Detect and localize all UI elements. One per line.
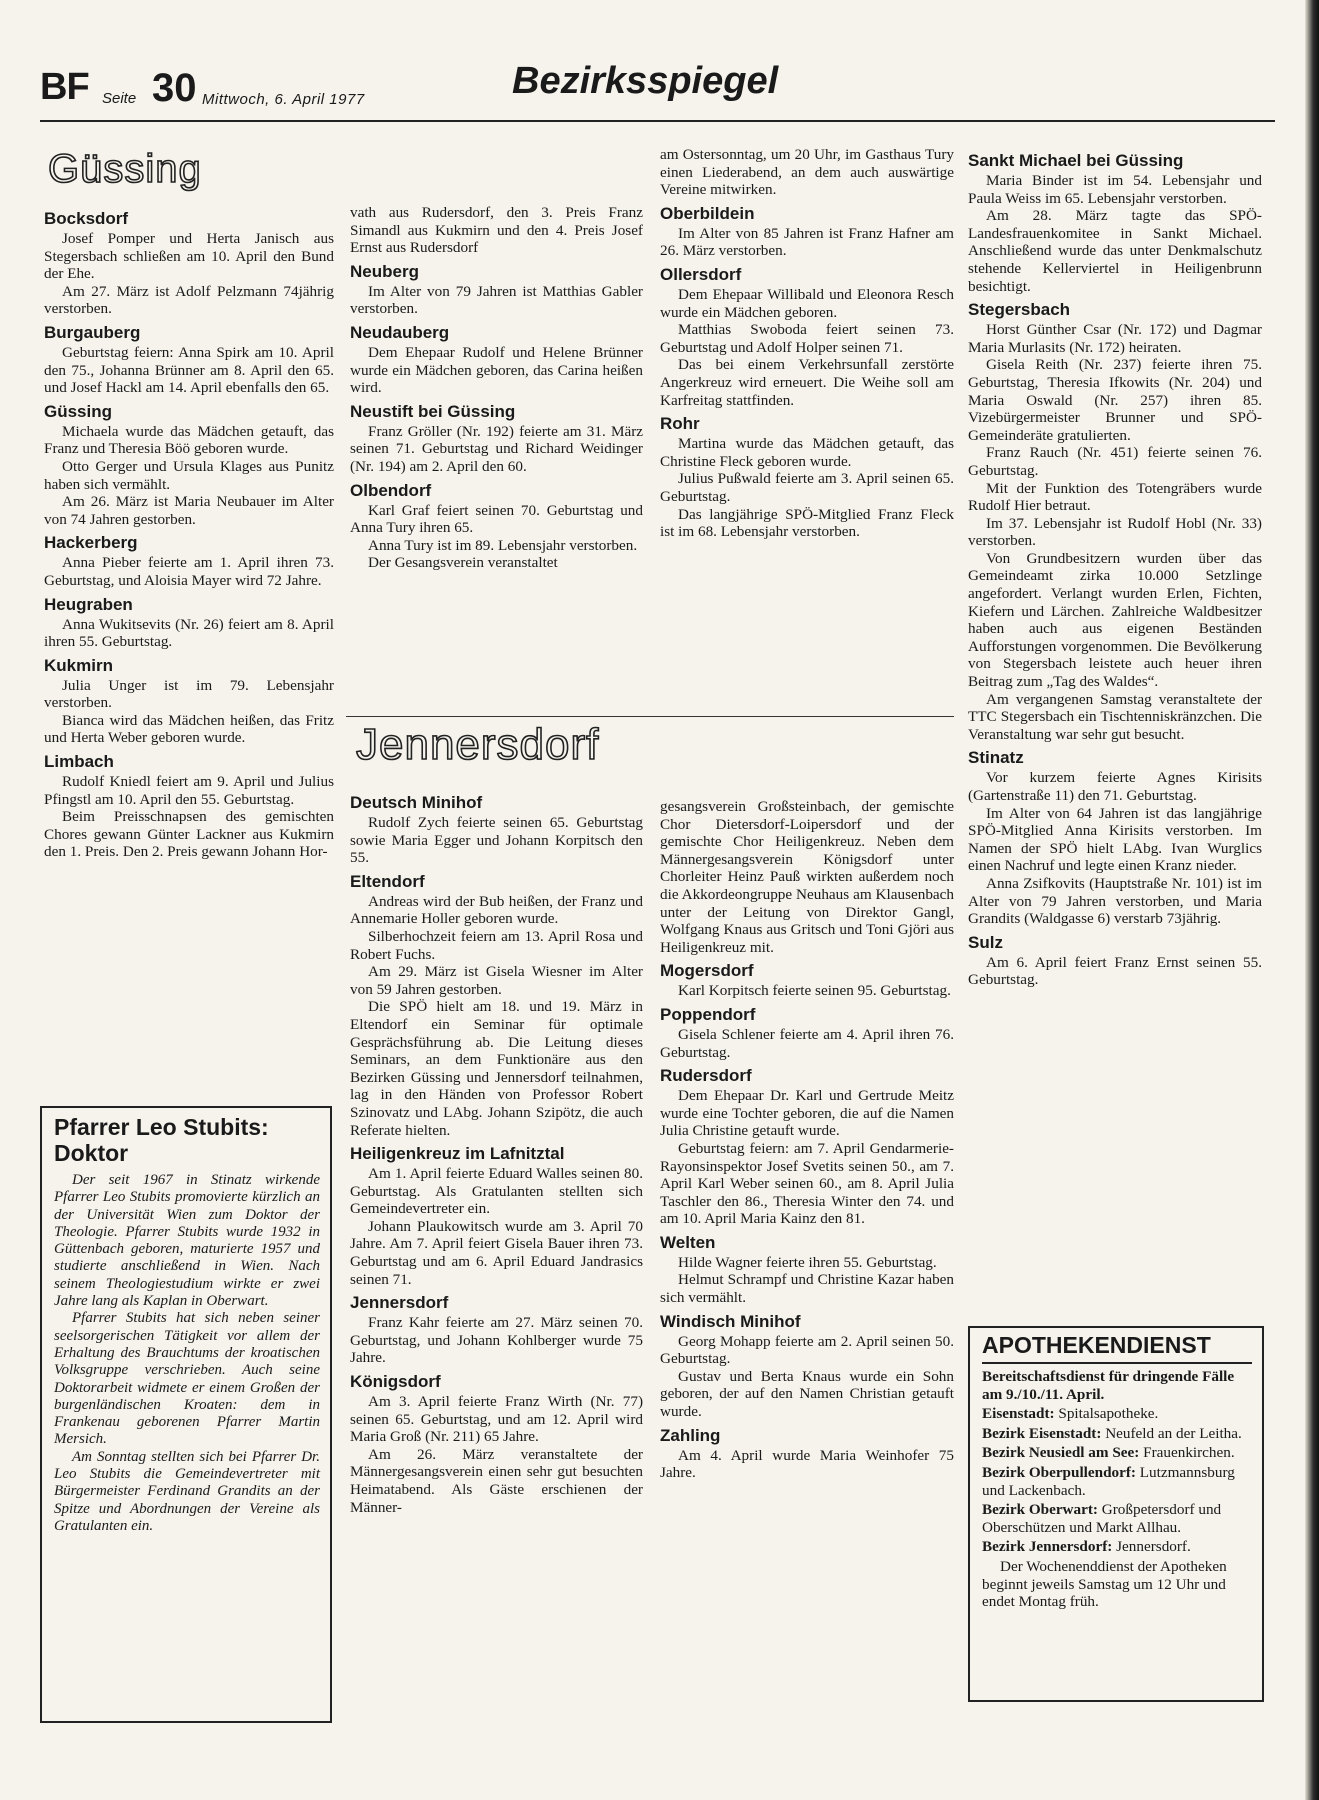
news-paragraph: Dem Ehepaar Dr. Karl und Gertrude Meitz wurde eine Tochter geboren, die auf die Namen Julia Christine getauft wurde.	[660, 1087, 954, 1140]
apotheke-list	[982, 1405, 1252, 1556]
news-paragraph: Anna Zsifkovits (Hauptstraße Nr. 101) ist im Alter von 79 Jahren verstorben, und Maria Grandits (Waldgasse 6) verstarb 73jährig.	[968, 874, 1262, 928]
section-title: Bezirksspiegel	[512, 60, 779, 102]
divider	[346, 716, 954, 717]
heading-mogersdorf: Mogersdorf	[660, 961, 754, 981]
news-paragraph: Beim Preisschnapsen des gemischten Chores gewann Günter Lackner aus Kukmirn den 1. Preis. Den 2. Preis gewann Johann Hor-	[44, 808, 334, 861]
scan-edge	[1305, 0, 1319, 1800]
news-paragraph: Von Grundbesitzern wurden über das Gemeindeamt zirka 10.000 Setzlinge angefordert. Verlangt wurden Erlen, Fichten, Kiefern und Lärchen. Zahlreiche Waldbesitzer haben auch aus eigenen Beständen Aufforstungen vorgenommen. Die Bevölkerung von Stegersbach leistete auch heuer ihren Beitrag zum „Tag des Waldes“.	[968, 549, 1262, 691]
heading-sankt-michael-bei-gussing: Sankt Michael bei Güssing	[968, 151, 1184, 170]
apotheke-pharmacy: Neufeld an der Leitha.	[1105, 1424, 1242, 1442]
heading-neustift-bei-gussing: Neustift bei Güssing	[350, 401, 516, 421]
heading-sulz: Sulz	[968, 932, 1003, 952]
apotheke-entry	[982, 1464, 1252, 1499]
page-number: 30	[152, 66, 197, 110]
feature-box-text	[54, 1172, 320, 1535]
news-paragraph: Karl Graf feiert seinen 70. Geburtstag und Anna Tury ihren 65.	[350, 501, 643, 537]
news-paragraph: Anna Tury ist im 89. Lebensjahr verstorben.	[368, 536, 638, 554]
news-paragraph: Rudolf Zych feierte seinen 65. Geburtstag sowie Maria Egger und Johann Korpitsch den 55.	[350, 814, 643, 867]
heading-hackerberg: Hackerberg	[44, 533, 138, 553]
news-paragraph: Maria Binder ist im 54. Lebensjahr und Paula Weiss im 65. Lebensjahr verstorben.	[968, 172, 1262, 207]
apotheke-entry	[982, 1425, 1252, 1443]
apotheke-footer: Der Wochenenddienst der Apotheken beginnt jeweils Samstag um 12 Uhr und endet Montag früh.	[982, 1557, 1227, 1611]
news-paragraph: Im Alter von 79 Jahren ist Matthias Gabler verstorben.	[350, 282, 643, 318]
news-paragraph: Im Alter von 64 Jahren ist das langjährige SPÖ-Mitglied Anna Kirisits verstorben. Im Namen der SPÖ hielt LAbg. Ivan Wurglics einen Nachruf und legte einen Kranz nieder.	[968, 804, 1262, 875]
apotheke-box	[968, 1326, 1264, 1702]
news-paragraph: Das langjährige SPÖ-Mitglied Franz Fleck ist im 68. Lebensjahr verstorben.	[660, 505, 954, 541]
apotheke-district: Bezirk Oberpullendorf:	[982, 1463, 1136, 1481]
column-jennersdorf-1	[350, 788, 643, 1516]
heading-burgauberg: Burgauberg	[44, 322, 141, 342]
heading-stinatz: Stinatz	[968, 748, 1024, 768]
news-paragraph: am Ostersonntag, um 20 Uhr, im Gasthaus Tury einen Liederabend, an dem auch auswärtige Vereine mitwirken.	[660, 146, 954, 199]
apotheke-district: Bezirk Oberwart:	[982, 1501, 1098, 1519]
heading-olbendorf: Olbendorf	[350, 480, 432, 500]
news-paragraph: Gisela Schlener feierte am 4. April ihren 76. Geburtstag.	[660, 1025, 954, 1061]
news-paragraph: Anna Pieber feierte am 1. April ihren 73. Geburtstag, und Aloisia Mayer wird 72 Jahre.	[44, 554, 334, 589]
apotheke-intro: Bereitschaftsdienst für dringende Fälle am 9./10./11. April.	[982, 1368, 1235, 1403]
news-paragraph: Im 37. Lebensjahr ist Rudolf Hobl (Nr. 33) verstorben.	[968, 514, 1262, 550]
column-guessing-1	[44, 204, 334, 861]
feature-paragraph: Pfarrer Stubits hat sich neben seiner seelsorgerischen Tätigkeit vor allem der Erhaltung des Brauchtums der kroatischen Volksgruppe verschrieben. Auch seine Doktorarbeit widmete er einem Großen der burgenländischen Kroaten: dem in Frankenau geborenen Pfarrer Martin Mersich.	[54, 1310, 320, 1448]
heading-neuberg: Neuberg	[350, 261, 419, 281]
news-paragraph: gesangsverein Großsteinbach, der gemischte Chor Dietersdorf-Loipersdorf und der gemischte Chor Heiligenkreuz. Neben dem Männergesangsverein Königsdorf unter Chorleiter Heinz Pauß wirkten außerdem noch die Akkordeongruppe Neuhaus am Klausenbach unter der Leitung von Direktor Gangl, Wolfgang Knaus aus Gritsch und Toni Gjöri aus Heiligenkreuz mit.	[660, 798, 954, 956]
heading-neudauberg: Neudauberg	[350, 322, 450, 342]
feature-paragraph: Am Sonntag stellten sich bei Pfarrer Dr. Leo Stubits die Gemeindevertreter mit Bürgermeister Ferdinand Grandits an der Spitze und Abordnungen der Vereine als Gratulanten ein.	[54, 1448, 320, 1534]
news-paragraph: Am 29. März ist Gisela Wiesner im Alter von 59 Jahren gestorben.	[350, 963, 643, 998]
news-paragraph: Georg Mohapp feierte am 2. April seinen 50. Geburtstag.	[660, 1332, 954, 1368]
news-paragraph: Karl Korpitsch feierte seinen 95. Geburtstag.	[678, 982, 951, 1000]
news-paragraph: Am vergangenen Samstag veranstaltete der TTC Stegersbach ein Tischtenniskränzchen. Die Veranstaltung war sehr gut besucht.	[968, 690, 1262, 743]
news-paragraph: Andreas wird der Bub heißen, der Franz und Annemarie Holler geboren wurde.	[350, 892, 643, 928]
news-paragraph: Anna Wukitsevits (Nr. 26) feiert am 8. April ihren 55. Geburtstag.	[44, 615, 334, 651]
news-paragraph: Franz Gröller (Nr. 192) feierte am 31. März seinen 71. Geburtstag und Richard Weidinger (Nr. 194) am 2. April den 60.	[350, 422, 643, 475]
news-paragraph: Franz Kahr feierte am 27. März seinen 70. Geburtstag, und Johann Kohlberger wurde 75 Jahre.	[350, 1314, 643, 1367]
news-paragraph: Vor kurzem feierte Agnes Kirisits (Gartenstraße 11) den 71. Geburtstag.	[968, 769, 1262, 804]
news-paragraph: Gisela Reith (Nr. 237) feierte ihren 75. Geburtstag, Theresia Ifkowits (Nr. 204) und Maria Oswald (Nr. 257) ihren 85. Vizebürgermeister Brunner und SPÖ-Gemeinderäte gratulierten.	[968, 356, 1262, 444]
news-paragraph: Helmut Schrampf und Christine Kazar haben sich vermählt.	[660, 1271, 954, 1307]
apotheke-pharmacy: Großpetersdorf und Oberschützen und Markt Allhau.	[982, 1501, 1222, 1536]
region-title-guessing: Güssing	[48, 147, 202, 191]
news-paragraph: Am 28. März tagte das SPÖ-Landesfrauenkomitee in Sankt Michael. Anschließend wurde das unter Denkmalschutz stehende Kellerviertel in Heiligenbrunn besichtigt.	[968, 207, 1262, 295]
news-paragraph: Am 4. April wurde Maria Weinhofer 75 Jahre.	[660, 1446, 954, 1482]
news-paragraph: Am 26. März ist Maria Neubauer im Alter von 74 Jahren gestorben.	[44, 493, 334, 528]
news-paragraph: Am 6. April feiert Franz Ernst seinen 55. Geburtstag.	[968, 953, 1262, 989]
news-paragraph: Bianca wird das Mädchen heißen, das Fritz und Herta Weber geboren wurde.	[44, 711, 334, 747]
news-paragraph: Martina wurde das Mädchen getauft, das Christine Fleck geboren wurde.	[660, 435, 954, 470]
apotheke-district: Bezirk Neusiedl am See:	[982, 1444, 1140, 1462]
apotheke-district: Bezirk Jennersdorf:	[982, 1538, 1113, 1556]
apotheke-district: Eisenstadt:	[982, 1405, 1055, 1423]
page-label: Seite	[102, 90, 137, 107]
paper-logo: BF	[40, 66, 89, 108]
feature-box	[40, 1106, 332, 1723]
news-paragraph: Am 1. April feierte Eduard Walles seinen 80. Geburtstag. Als Gratulanten stellten sich Gemeindevertreter ein.	[350, 1165, 643, 1218]
column-guessing-2	[350, 204, 643, 572]
heading-bocksdorf: Bocksdorf	[44, 209, 129, 228]
apotheke-pharmacy: Frauenkirchen.	[1143, 1444, 1235, 1462]
heading-rudersdorf: Rudersdorf	[660, 1066, 752, 1086]
heading-limbach: Limbach	[44, 752, 114, 772]
masthead	[40, 60, 1275, 122]
news-paragraph: Dem Ehepaar Rudolf und Helene Brünner wurde ein Mädchen geboren, das Carina heißen wird.	[350, 343, 643, 397]
heading-ollersdorf: Ollersdorf	[660, 264, 742, 284]
news-paragraph: Dem Ehepaar Willibald und Eleonora Resch wurde ein Mädchen geboren.	[660, 285, 954, 321]
region-title-jennersdorf: Jennersdorf	[356, 720, 600, 769]
heading-jennersdorf: Jennersdorf	[350, 1293, 449, 1313]
news-paragraph: Am 3. April feierte Franz Wirth (Nr. 77) seinen 65. Geburtstag, und am 12. April wird Maria Groß (Nr. 211) 65 Jahre.	[350, 1393, 643, 1446]
news-paragraph: Franz Rauch (Nr. 451) feierte seinen 76. Geburtstag.	[968, 444, 1262, 479]
news-paragraph: vath aus Rudersdorf, den 3. Preis Franz Simandl aus Kukmirn und den 4. Preis Josef Ernst aus Rudersdorf	[350, 204, 643, 257]
column-right	[968, 146, 1262, 989]
news-paragraph: Silberhochzeit feiern am 13. April Rosa und Robert Fuchs.	[350, 927, 643, 963]
apotheke-entry	[982, 1444, 1252, 1462]
feature-paragraph: Der seit 1967 in Stinatz wirkende Pfarrer Leo Stubits promovierte kürzlich an der Universität Wien zum Doktor der Theologie. Pfarrer Stubits wurde 1932 in Güttenbach geboren, maturierte 1957 und studierte anschließend in Wien. Nach seinem Theologiestudium wirkte er zwei Jahre lang als Kaplan in Oberwart.	[54, 1172, 320, 1310]
news-paragraph: Am 26. März veranstaltete der Männergesangsverein einen sehr gut besuchten Heimatabend. Als Gäste erschienen der Männer-	[350, 1445, 643, 1516]
heading-poppendorf: Poppendorf	[660, 1004, 756, 1024]
apotheke-pharmacy: Jennersdorf.	[1116, 1538, 1191, 1556]
heading-zahling: Zahling	[660, 1425, 721, 1445]
heading-gussing: Güssing	[44, 401, 113, 421]
news-paragraph: Hilde Wagner feierte ihren 55. Geburtstag.	[678, 1253, 937, 1271]
news-paragraph: Horst Günther Csar (Nr. 172) und Dagmar Maria Murlasits (Nr. 172) heiraten.	[968, 321, 1262, 356]
news-paragraph: Geburtstag feiern: Anna Spirk am 10. April den 75., Johanna Brünner am 8. April den 65. und Josef Hackl am 14. April ebenfalls den 65.	[44, 343, 334, 397]
heading-konigsdorf: Königsdorf	[350, 1372, 441, 1392]
apotheke-pharmacy: Spitalsapotheke.	[1058, 1405, 1159, 1423]
apotheke-district: Bezirk Eisenstadt:	[982, 1424, 1102, 1442]
column-jennersdorf-2	[660, 798, 954, 1482]
heading-eltendorf: Eltendorf	[350, 871, 425, 891]
news-paragraph: Michaela wurde das Mädchen getauft, das Franz und Theresia Böö geboren wurde.	[44, 422, 334, 458]
news-paragraph: Otto Gerger und Ursula Klages aus Punitz haben sich vermählt.	[44, 457, 334, 493]
news-paragraph: Das bei einem Verkehrsunfall zerstörte Angerkreuz wird erneuert. Die Weihe soll am Karfreitag stattfinden.	[660, 356, 954, 409]
heading-oberbildein: Oberbildein	[660, 203, 755, 223]
heading-heiligenkreuz-im-lafnitztal: Heiligenkreuz im Lafnitztal	[350, 1144, 565, 1164]
news-paragraph: Julia Unger ist im 79. Lebensjahr verstorben.	[44, 676, 334, 712]
feature-box-title: Pfarrer Leo Stubits: Doktor	[54, 1114, 269, 1166]
news-paragraph: Mit der Funktion des Totengräbers wurde Rudolf Hier betraut.	[968, 479, 1262, 515]
news-paragraph: Josef Pomper und Herta Janisch aus Stegersbach schließen am 10. April den Bund der Ehe.	[44, 230, 334, 283]
column-guessing-3	[660, 146, 954, 541]
news-paragraph: Der Gesangsverein veranstaltet	[368, 554, 558, 572]
heading-welten: Welten	[660, 1232, 716, 1252]
news-paragraph: Geburtstag feiern: am 7. April Gendarmerie-Rayonsinspektor Josef Svetits seinen 50., am 7. April Karl Weber seinen 60., am 8. April Julia Taschler den 86., Theresia Winter den 74. und am 10. April Maria Kainz den 81.	[660, 1139, 954, 1228]
heading-stegersbach: Stegersbach	[968, 300, 1071, 320]
apotheke-entry	[982, 1538, 1252, 1556]
issue-date: Mittwoch, 6. April 1977	[202, 91, 365, 108]
apotheke-entry	[982, 1405, 1252, 1423]
heading-kukmirn: Kukmirn	[44, 655, 113, 675]
apotheke-title: APOTHEKENDIENST	[982, 1332, 1252, 1364]
news-paragraph: Im Alter von 85 Jahren ist Franz Hafner am 26. März verstorben.	[660, 224, 954, 260]
heading-windisch-minihof: Windisch Minihof	[660, 1311, 801, 1331]
news-paragraph: Matthias Swoboda feiert seinen 73. Geburtstag und Adolf Holper seinen 71.	[660, 321, 954, 356]
apotheke-entry	[982, 1501, 1252, 1536]
news-paragraph: Johann Plaukowitsch wurde am 3. April 70 Jahre. Am 7. April feiert Gisela Bauer ihren 73. Geburtstag und am 6. April Eduard Jandrasics seinen 71.	[350, 1217, 643, 1288]
news-paragraph: Die SPÖ hielt am 18. und 19. März in Eltendorf ein Seminar für optimale Gesprächsführung ab. Die Leitung dieses Seminars, an dem Funktionäre aus den Bezirken Güssing und Jennersdorf teilnahmen, lag in den Händen von Professor Robert Szinovatz und LAbg. Johann Szipötz, die auch Referate hielten.	[350, 998, 643, 1139]
news-paragraph: Julius Pußwald feierte am 3. April seinen 65. Geburtstag.	[660, 470, 954, 505]
heading-deutsch-minihof: Deutsch Minihof	[350, 793, 483, 812]
news-paragraph: Rudolf Kniedl feiert am 9. April und Julius Pfingstl am 10. April den 55. Geburtstag.	[44, 773, 334, 808]
heading-rohr: Rohr	[660, 414, 700, 434]
apotheke-pharmacy: Lutzmannsburg und Lackenbach.	[982, 1463, 1235, 1499]
news-paragraph: Gustav und Berta Knaus wurde ein Sohn geboren, der auf den Namen Christian getauft wurde.	[660, 1367, 954, 1421]
heading-heugraben: Heugraben	[44, 594, 133, 614]
news-paragraph: Am 27. März ist Adolf Pelzmann 74jährig verstorben.	[44, 282, 334, 318]
